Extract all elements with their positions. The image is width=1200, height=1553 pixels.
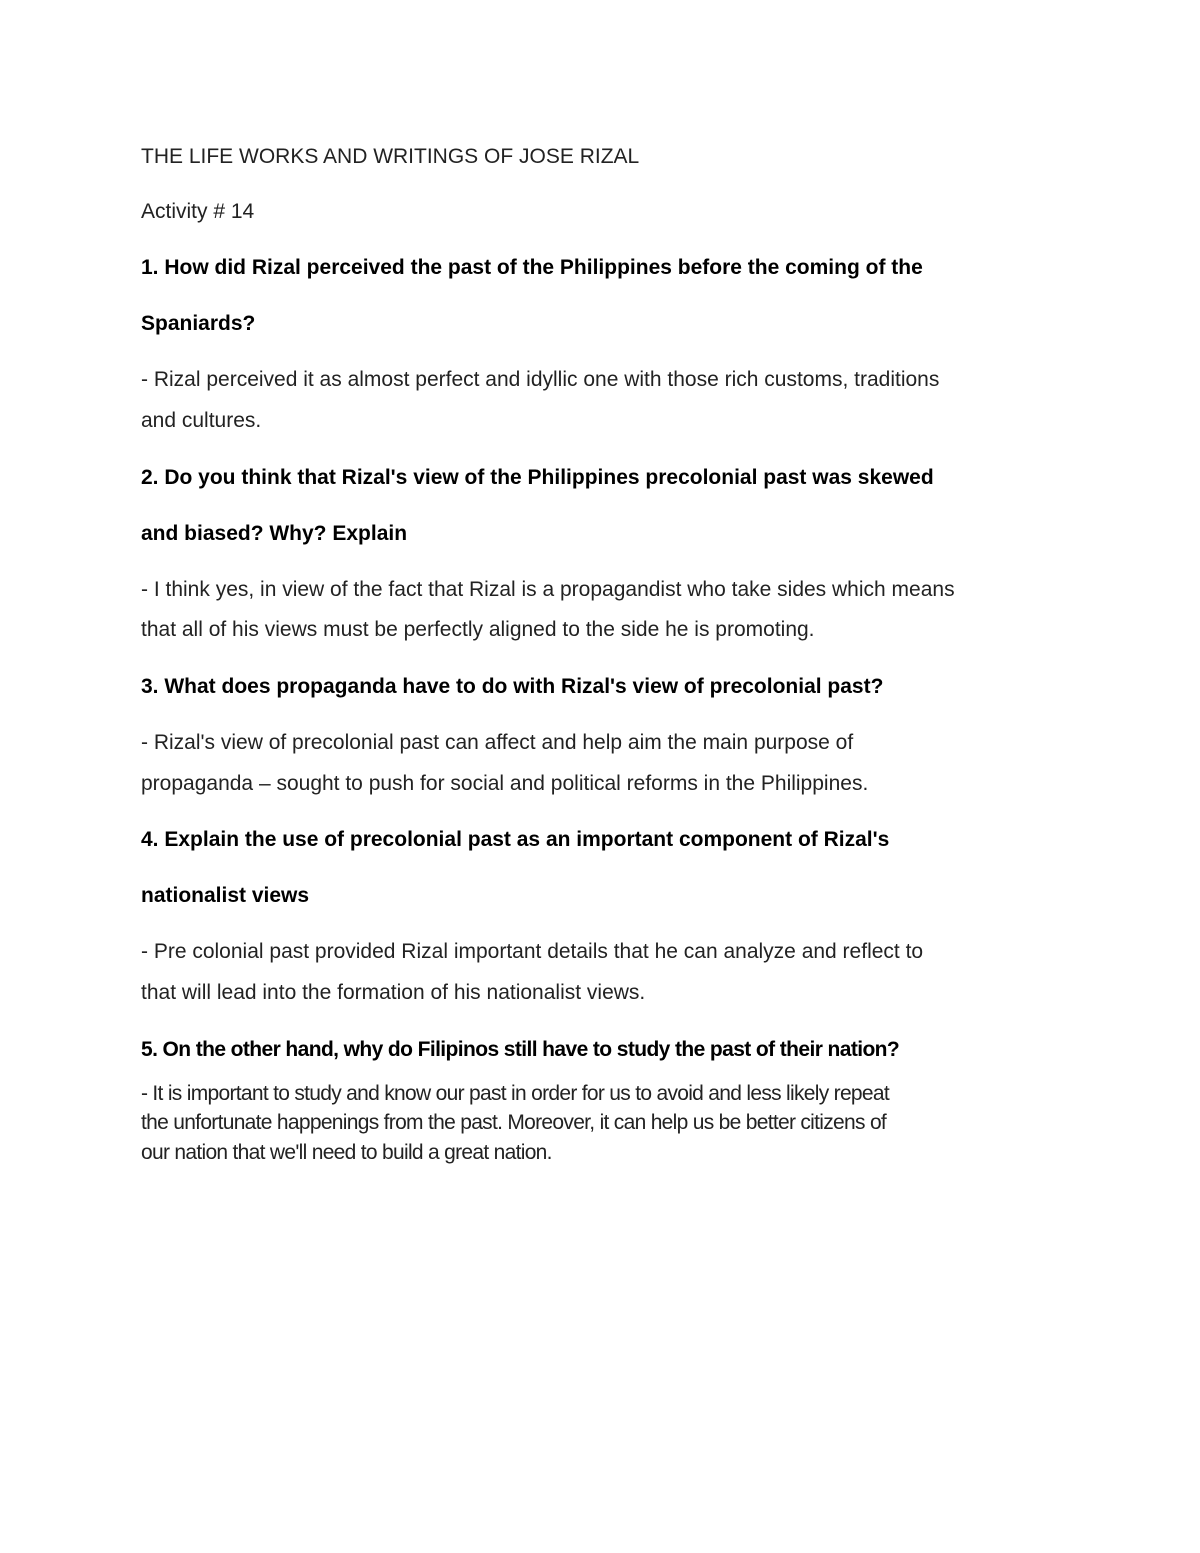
question-4: nationalist views xyxy=(141,884,310,907)
document-title: THE LIFE WORKS AND WRITINGS OF JOSE RIZAL xyxy=(141,145,640,168)
question-3: 3. What does propaganda have to do with Rizal's view of precolonial past? xyxy=(141,675,884,698)
answer-5: - It is important to study and know our past in order for us to avoid and less likely repeat xyxy=(141,1082,890,1105)
question-2: 2. Do you think that Rizal's view of the Philippines precolonial past was skewed xyxy=(141,466,934,489)
answer-4: - Pre colonial past provided Rizal important details that he can analyze and reflect to xyxy=(141,940,924,963)
answer-1: and cultures. xyxy=(141,409,262,432)
answer-5: our nation that we'll need to build a great nation. xyxy=(141,1141,552,1164)
answer-4: that will lead into the formation of his nationalist views. xyxy=(141,981,646,1004)
question-1: 1. How did Rizal perceived the past of the Philippines before the coming of the xyxy=(141,256,923,279)
question-2: and biased? Why? Explain xyxy=(141,522,408,545)
answer-1: - Rizal perceived it as almost perfect and idyllic one with those rich customs, traditions xyxy=(141,368,940,391)
question-1: Spaniards? xyxy=(141,312,256,335)
answer-2: - I think yes, in view of the fact that Rizal is a propagandist who take sides which means xyxy=(141,578,955,601)
question-4: 4. Explain the use of precolonial past as an important component of Rizal's xyxy=(141,828,890,851)
question-5: 5. On the other hand, why do Filipinos still have to study the past of their nation? xyxy=(141,1038,900,1061)
answer-2: that all of his views must be perfectly aligned to the side he is promoting. xyxy=(141,618,815,641)
answer-3: - Rizal's view of precolonial past can affect and help aim the main purpose of xyxy=(141,731,854,754)
answer-5: the unfortunate happenings from the past. Moreover, it can help us be better citizens of xyxy=(141,1111,887,1134)
answer-3: propaganda – sought to push for social and political reforms in the Philippines. xyxy=(141,772,869,795)
activity-number: Activity # 14 xyxy=(141,200,255,223)
